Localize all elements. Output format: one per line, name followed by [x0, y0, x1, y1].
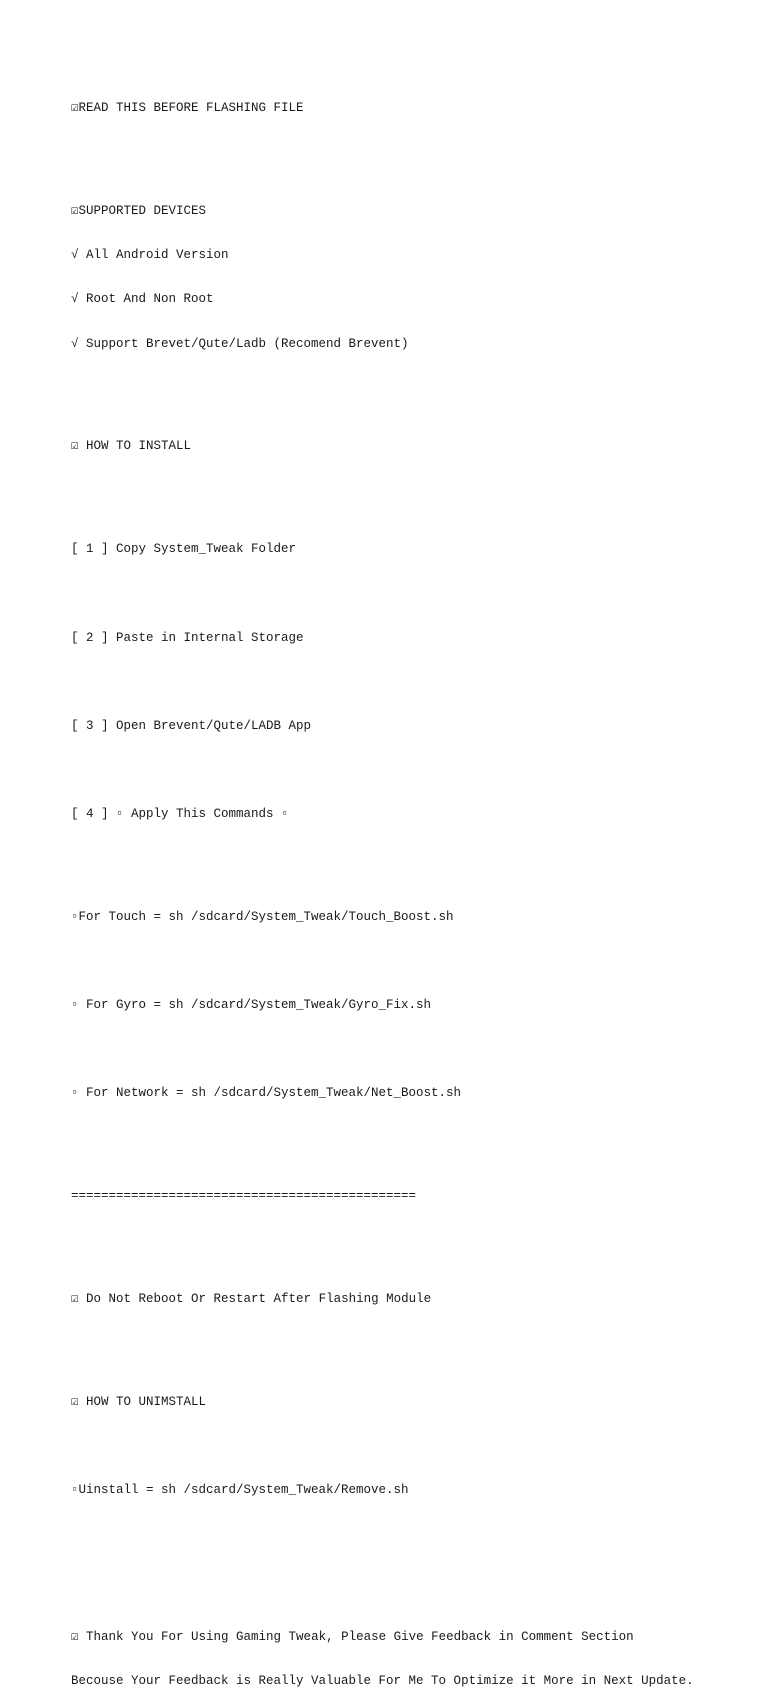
- blank-line: [71, 1233, 751, 1248]
- blank-line: [71, 484, 751, 499]
- blank-line: [71, 851, 751, 866]
- blank-line: [71, 146, 751, 161]
- command-line: ▫ For Gyro = sh /sdcard/System_Tweak/Gyro_Fix.sh: [71, 998, 432, 1012]
- uninstall-command: ▫Uinstall = sh /sdcard/System_Tweak/Remove.sh: [71, 1483, 409, 1498]
- blank-line: [71, 1042, 751, 1057]
- blank-line: [71, 1130, 751, 1145]
- supported-item: √ Support Brevet/Qute/Ladb (Recomend Brevent): [71, 336, 409, 351]
- separator-line: ==============================================: [71, 1189, 417, 1204]
- blank-line: [71, 381, 751, 396]
- install-step: [ 3 ] Open Brevent/Qute/LADB App: [71, 718, 312, 733]
- blank-line: [71, 954, 751, 969]
- document-page: [71, 72, 751, 1704]
- blank-line: [71, 1336, 751, 1351]
- command-line: ▫ For Network = sh /sdcard/System_Tweak/Net_Boost.sh: [71, 1086, 462, 1101]
- install-title: ☑ HOW TO INSTALL: [71, 439, 192, 454]
- note-line: ☑ Do Not Reboot Or Restart After Flashing Module: [71, 1291, 432, 1306]
- blank-line: [71, 1439, 751, 1454]
- blank-line: [71, 1571, 751, 1586]
- blank-line: [71, 586, 751, 601]
- blank-line: [71, 675, 751, 690]
- command-line: ▫For Touch = sh /sdcard/System_Tweak/Touch_Boost.sh: [71, 909, 454, 924]
- supported-item: √ Root And Non Root: [71, 292, 214, 307]
- install-step: [ 4 ] ▫ Apply This Commands ▫: [71, 806, 289, 821]
- supported-item: √ All Android Version: [71, 248, 229, 263]
- footer-line: ☑ Thank You For Using Gaming Tweak, Please Give Feedback in Comment Section: [71, 1630, 634, 1645]
- footer-line: Becouse Your Feedback is Really Valuable For Me To Optimize it More in Next Update.: [71, 1674, 694, 1689]
- supported-devices-title: ☑SUPPORTED DEVICES: [71, 204, 207, 219]
- install-step: [ 1 ] Copy System_Tweak Folder: [71, 542, 297, 557]
- install-step: [ 2 ] Paste in Internal Storage: [71, 630, 304, 645]
- blank-line: [71, 763, 751, 778]
- heading-line: ☑READ THIS BEFORE FLASHING FILE: [71, 101, 304, 116]
- uninstall-title: ☑ HOW TO UNIMSTALL: [71, 1394, 207, 1409]
- blank-line: [71, 1527, 751, 1542]
